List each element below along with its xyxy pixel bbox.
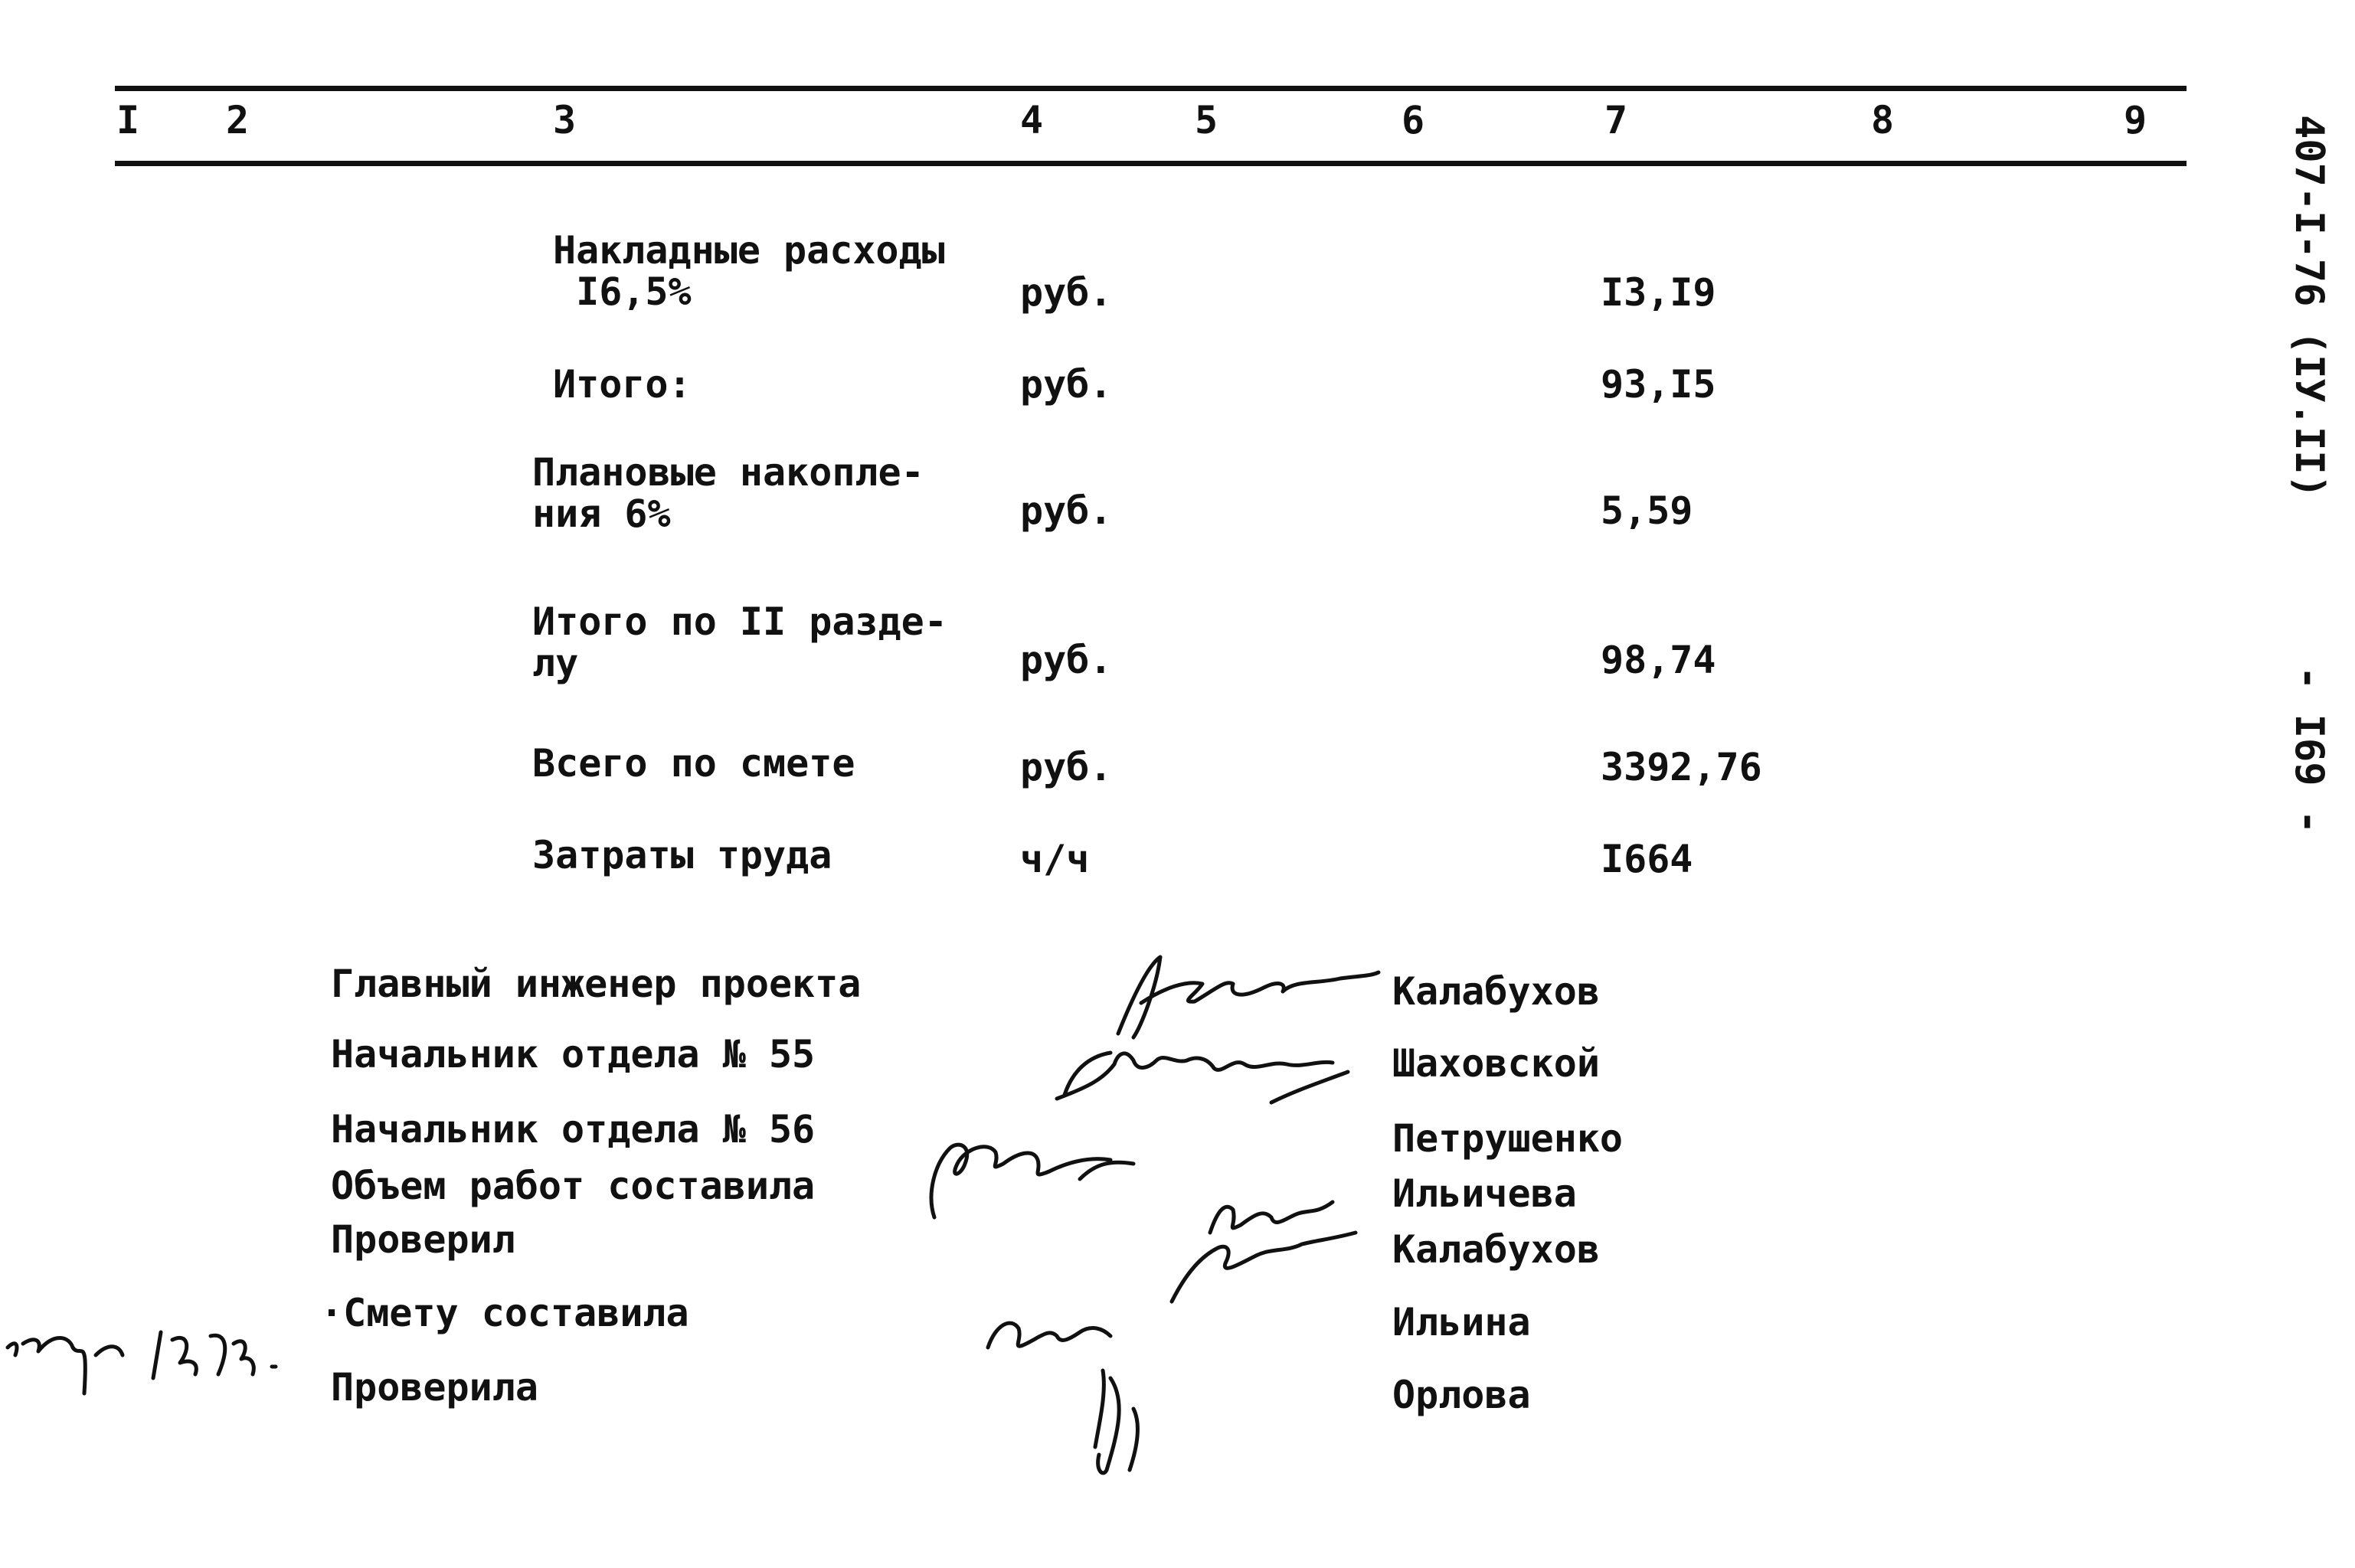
- row-value: 98,74: [1601, 638, 1716, 682]
- row-value: 3392,76: [1601, 745, 1762, 789]
- handwritten-signature: [973, 1294, 1202, 1485]
- signatory-name: Ильичева: [1392, 1171, 1577, 1216]
- signatory-name: Орлова: [1392, 1373, 1531, 1417]
- header-top-rule: [115, 86, 2187, 91]
- column-number: 2: [226, 98, 250, 142]
- column-number: 7: [1604, 98, 1628, 142]
- row-name-estimate-total: Всего по смете: [532, 741, 855, 786]
- column-number: 9: [2124, 98, 2147, 142]
- row-unit: ч/ч: [1020, 837, 1090, 881]
- handwritten-signature: [904, 1118, 1179, 1225]
- row-name-overhead: Накладные расходы I6,5%: [553, 228, 945, 314]
- row-name-section-total: Итого по II разде- лу: [532, 599, 947, 685]
- row-unit: руб.: [1020, 638, 1113, 682]
- signatory-name: Калабухов: [1392, 969, 1600, 1014]
- row-name-planned-savings: Плановые накопле- ния 6%: [532, 450, 924, 536]
- signature-role: ·Смету составила: [320, 1291, 689, 1335]
- column-number: 4: [1020, 98, 1044, 142]
- column-number: 3: [553, 98, 577, 142]
- signatory-name: Ильина: [1392, 1300, 1531, 1344]
- signatory-name: Калабухов: [1392, 1227, 1600, 1272]
- page-number: - I69 -: [2286, 666, 2332, 835]
- handwritten-signature: [1149, 1171, 1402, 1309]
- signature-role: Проверила: [331, 1365, 538, 1410]
- signature-role: Начальник отдела № 55: [331, 1032, 816, 1076]
- column-number: I: [116, 98, 140, 142]
- column-number: 5: [1195, 98, 1218, 142]
- handwritten-signature: [1042, 1026, 1386, 1125]
- signature-role: Проверил: [331, 1217, 515, 1262]
- row-unit: руб.: [1020, 488, 1113, 533]
- signature-role: Объем работ составила: [331, 1164, 816, 1208]
- row-name-subtotal: Итого:: [553, 362, 692, 407]
- column-number: 6: [1402, 98, 1425, 142]
- row-value: I664: [1601, 837, 1693, 881]
- signatory-name: Шаховской: [1392, 1041, 1600, 1086]
- signature-role: Главный инженер проекта: [331, 962, 862, 1006]
- row-value: 93,I5: [1601, 362, 1716, 407]
- row-unit: руб.: [1020, 745, 1113, 789]
- row-name-labor-costs: Затраты труда: [532, 833, 832, 877]
- header-bottom-rule: [115, 161, 2187, 166]
- handwritten-date: [0, 1302, 299, 1409]
- row-value: I3,I9: [1601, 270, 1716, 315]
- column-number: 8: [1871, 98, 1895, 142]
- row-unit: руб.: [1020, 362, 1113, 407]
- signature-role: Начальник отдела № 56: [331, 1107, 816, 1152]
- row-value: 5,59: [1601, 488, 1693, 533]
- document-code: 407-I-76 (IУ.II): [2286, 115, 2332, 498]
- signatory-name: Петрушенко: [1392, 1116, 1624, 1161]
- row-unit: руб.: [1020, 270, 1113, 315]
